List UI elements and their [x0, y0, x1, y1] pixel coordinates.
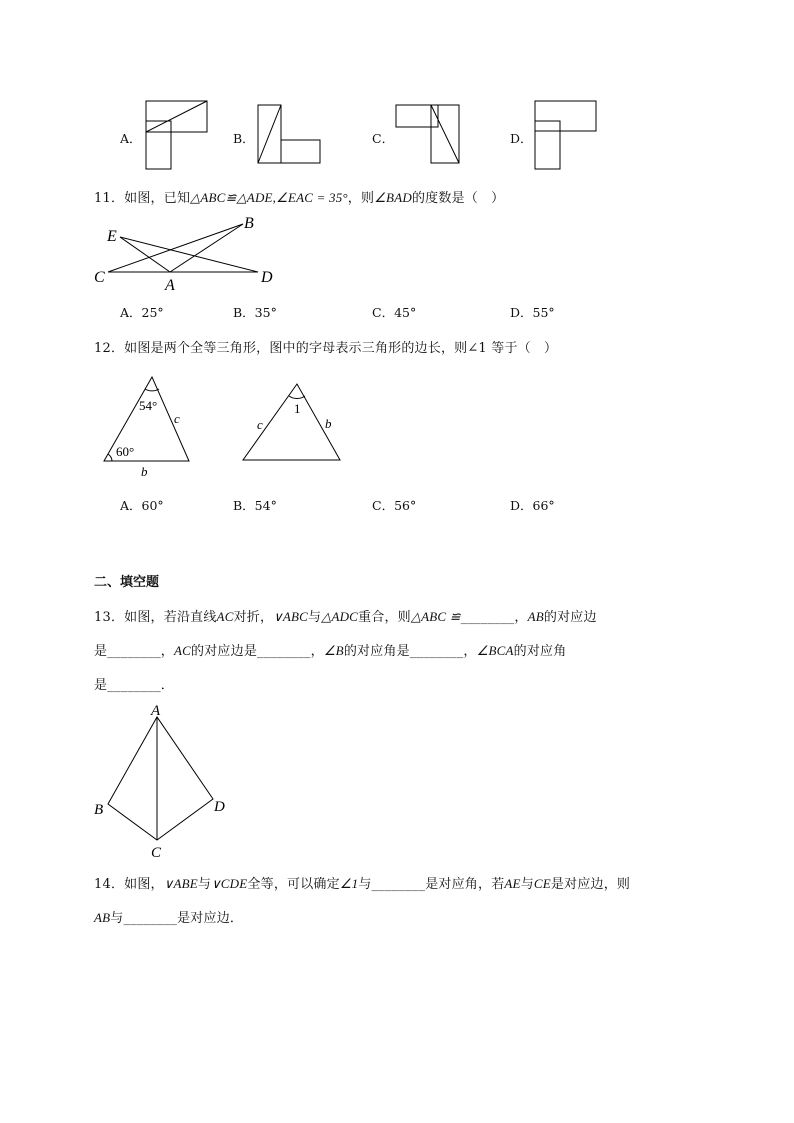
q14-l1-m4: AE — [504, 876, 521, 891]
q13-l2-a: 是________， — [94, 644, 174, 659]
q14-l1-c: 全等，可以确定 — [247, 877, 340, 892]
q13-l1-m2: ∨ABC — [273, 609, 309, 624]
q14-l2-a: 与________是对应边． — [110, 911, 244, 926]
q12-option-d: D．66° — [510, 498, 555, 513]
q13-label-c: C — [151, 845, 162, 861]
q13-l1-b: 对折， — [233, 610, 274, 625]
q11-stem-end: 的度数是（ ） — [411, 191, 505, 206]
q11-label-c: C — [94, 269, 105, 286]
q14-l1-m1: ∨ABE — [163, 876, 198, 891]
q13-l1-f: 的对应边 — [543, 610, 597, 625]
q11-stem-suffix: ，则 — [347, 191, 375, 206]
q13-line3: 是________． — [94, 678, 174, 693]
q13-l2-m3: ∠BCA — [476, 643, 514, 658]
q11-label-e: E — [107, 228, 117, 245]
q13-l2-d: 的对应角 — [513, 644, 567, 659]
q13-l2-b: 的对应边是________， — [191, 644, 324, 659]
q12-stem: 12．如图是两个全等三角形，图中的字母表示三角形的边长，则∠1 等于（ ） — [94, 341, 558, 356]
q14-line2 — [94, 907, 243, 926]
q13-label-a: A — [151, 703, 161, 719]
section-title: 二、填空题 — [94, 575, 160, 590]
q12-option-b: B．54° — [233, 498, 277, 513]
q12-label-b1: b — [141, 464, 148, 479]
q12-label-c1: c — [174, 411, 180, 426]
q11-stem-prefix: 11．如图，已知 — [94, 191, 191, 206]
q11-label-d: D — [261, 269, 273, 286]
q10-option-a-label: A． — [120, 131, 142, 146]
q12-label-1: 1 — [294, 401, 301, 416]
q10-option-b-label: B． — [233, 131, 255, 146]
q14-l1-m5: CE — [533, 876, 551, 891]
q10-option-c-label: C． — [372, 131, 395, 146]
q12-label-54: 54° — [139, 398, 158, 413]
q13-l1-a: 13．如图，若沿直线 — [94, 610, 217, 625]
q14-l2-m1: AB — [94, 910, 111, 925]
q13-label-b: B — [94, 802, 104, 818]
q13-l2-m1: AC — [174, 643, 192, 658]
q11-option-b: B．35° — [233, 305, 277, 320]
q12-label-b2: b — [325, 416, 332, 431]
q12-label-60: 60° — [116, 444, 135, 459]
q13-l1-m4: △ABC ≌ — [410, 609, 461, 624]
q11-option-d: D．55° — [510, 305, 555, 320]
q13-l2-c: 的对应角是________， — [343, 644, 477, 659]
q13-l1-m5: AB — [527, 609, 544, 624]
q13-label-d: D — [214, 799, 225, 815]
q11-label-a: A — [165, 277, 175, 294]
q14-l1-e: 与 — [520, 877, 534, 892]
q13-l1-d: 重合，则 — [358, 610, 411, 625]
q11-stem-math: △ABC≌△ADE,∠EAC = 35° — [190, 190, 348, 205]
q14-l1-a: 14．如图， — [94, 877, 164, 892]
q12-option-c: C．56° — [372, 498, 417, 513]
q13-l1-m1: AC — [216, 609, 234, 624]
q11-label-b: B — [244, 215, 254, 232]
q14-l1-d: 与________是对应角，若 — [358, 877, 505, 892]
q12-option-a: A．60° — [120, 498, 164, 513]
q13-l1-m3: △ADC — [321, 609, 359, 624]
q11-option-a: A．25° — [120, 305, 164, 320]
q14-l1-m3: ∠1 — [339, 876, 359, 891]
q13-l1-e: ________， — [460, 610, 528, 625]
q14-l1-m2: ∨CDE — [211, 876, 248, 891]
q14-l1-f: 是对应边，则 — [550, 877, 631, 892]
q12-label-c2: c — [257, 417, 263, 432]
q11-option-c: C．45° — [372, 305, 417, 320]
q14-line1 — [94, 873, 630, 892]
q13-l2-m2: ∠B — [323, 643, 344, 658]
q13-l1-c: 与 — [308, 610, 322, 625]
q10-option-d-label: D． — [510, 131, 533, 146]
q14-l1-b: 与 — [197, 877, 212, 892]
q11-stem-math2: ∠BAD — [374, 190, 412, 205]
